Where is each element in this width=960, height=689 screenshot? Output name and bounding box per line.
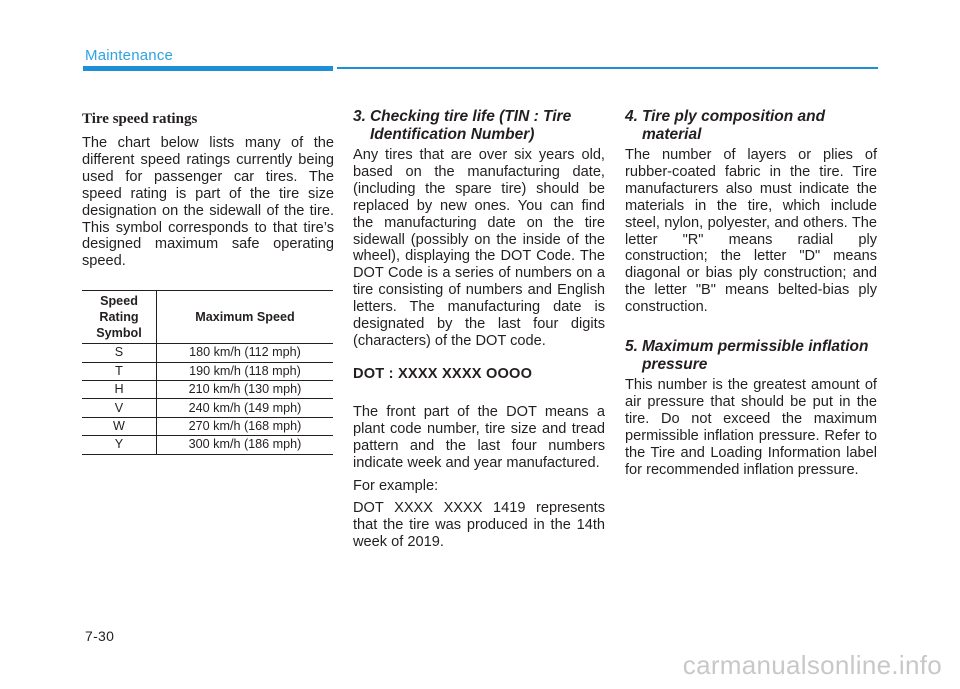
table-row xyxy=(82,381,333,399)
speed-symbol-cell: S xyxy=(82,344,157,362)
header-rule-thin xyxy=(337,67,878,69)
dot-code-format: DOT : XXXX XXXX OOOO xyxy=(353,365,533,382)
speed-symbol-cell: W xyxy=(82,417,157,435)
speed-rating-table xyxy=(82,290,333,454)
ply-composition-paragraph: The number of layers or plies of rubber-coated fabric in the tire. Tire manufacturers also must indicate the materials in the tire, which include steel, nylon, polyester, and others. The letter "R" means radial ply construction; the letter "D" means diagonal or bias ply construction; and the letter "B" means belted-bias ply construction. xyxy=(625,147,877,316)
dot-explanation-paragraph: The front part of the DOT means a plant code number, tire size and tread pattern and the last four numbers indicate week and year manufactured. xyxy=(353,403,605,471)
column-middle xyxy=(353,108,605,551)
header-rule-thick xyxy=(83,66,333,71)
tin-heading xyxy=(353,108,605,143)
speed-symbol-cell: T xyxy=(82,362,157,380)
inflation-heading-number: 5. xyxy=(625,338,638,356)
column-right xyxy=(625,108,877,479)
column-left xyxy=(82,108,334,455)
page-number: 7-30 xyxy=(85,628,115,644)
tin-heading-number: 3. xyxy=(353,108,366,125)
ply-composition-heading xyxy=(625,108,877,143)
ply-heading-number: 4. xyxy=(625,108,638,125)
speed-symbol-cell: H xyxy=(82,381,157,399)
table-row xyxy=(82,436,333,454)
tin-paragraph: Any tires that are over six years old, based on the manufacturing date, (including the spare tire) should be replaced by new ones. You can find the manufacturing date on the tire sidewall (possibly on the inside of the wheel), displaying the DOT Code. The DOT Code is a series of numbers on a tire consisting of numbers and English letters. The manufacturing date is designated by the last four digits (characters) of the DOT code. xyxy=(353,147,605,349)
max-speed-cell: 270 km/h (168 mph) xyxy=(157,417,334,435)
section-title: Maintenance xyxy=(85,47,174,64)
table-row xyxy=(82,417,333,435)
inflation-pressure-paragraph: This number is the greatest amount of air pressure that should be put in the tire. Do not exceed the maximum permissible inflation pressure. Refer to the Tire and Loading Information label for recommended inflation pressure. xyxy=(625,377,877,478)
watermark: carmanualsonline.info xyxy=(682,650,942,680)
ply-heading-text: Tire ply composition and material xyxy=(641,108,826,143)
dot-example-paragraph: DOT XXXX XXXX 1419 represents that the tire was produced in the 14th week of 2019. xyxy=(353,500,605,551)
table-row xyxy=(82,344,333,362)
header-maximum-speed: Maximum Speed xyxy=(157,291,334,344)
tire-speed-intro-paragraph: The chart below lists many of the different speed ratings currently being used for passenger car tires. The speed rating is part of the tire size designation on the sidewall of the tire. This symbol corresponds to that tire’s designed maximum safe operating speed. xyxy=(82,135,334,270)
table-row xyxy=(82,362,333,380)
speed-symbol-cell: Y xyxy=(82,436,157,454)
tire-speed-ratings-heading: Tire speed ratings xyxy=(82,111,198,127)
table-header-row xyxy=(82,291,333,344)
for-example-label: For example: xyxy=(353,477,439,494)
speed-symbol-cell: V xyxy=(82,399,157,417)
inflation-pressure-heading xyxy=(625,338,877,373)
max-speed-cell: 180 km/h (112 mph) xyxy=(157,344,334,362)
max-speed-cell: 300 km/h (186 mph) xyxy=(157,436,334,454)
table-row xyxy=(82,399,333,417)
header-speed-rating-symbol: Speed Rating Symbol xyxy=(82,291,157,344)
max-speed-cell: 240 km/h (149 mph) xyxy=(157,399,334,417)
max-speed-cell: 210 km/h (130 mph) xyxy=(157,381,334,399)
max-speed-cell: 190 km/h (118 mph) xyxy=(157,362,334,380)
inflation-heading-text: Maximum permissible inflation pressure xyxy=(641,338,869,373)
tin-heading-text: Checking tire life (TIN : Tire Identification Number) xyxy=(369,108,572,143)
